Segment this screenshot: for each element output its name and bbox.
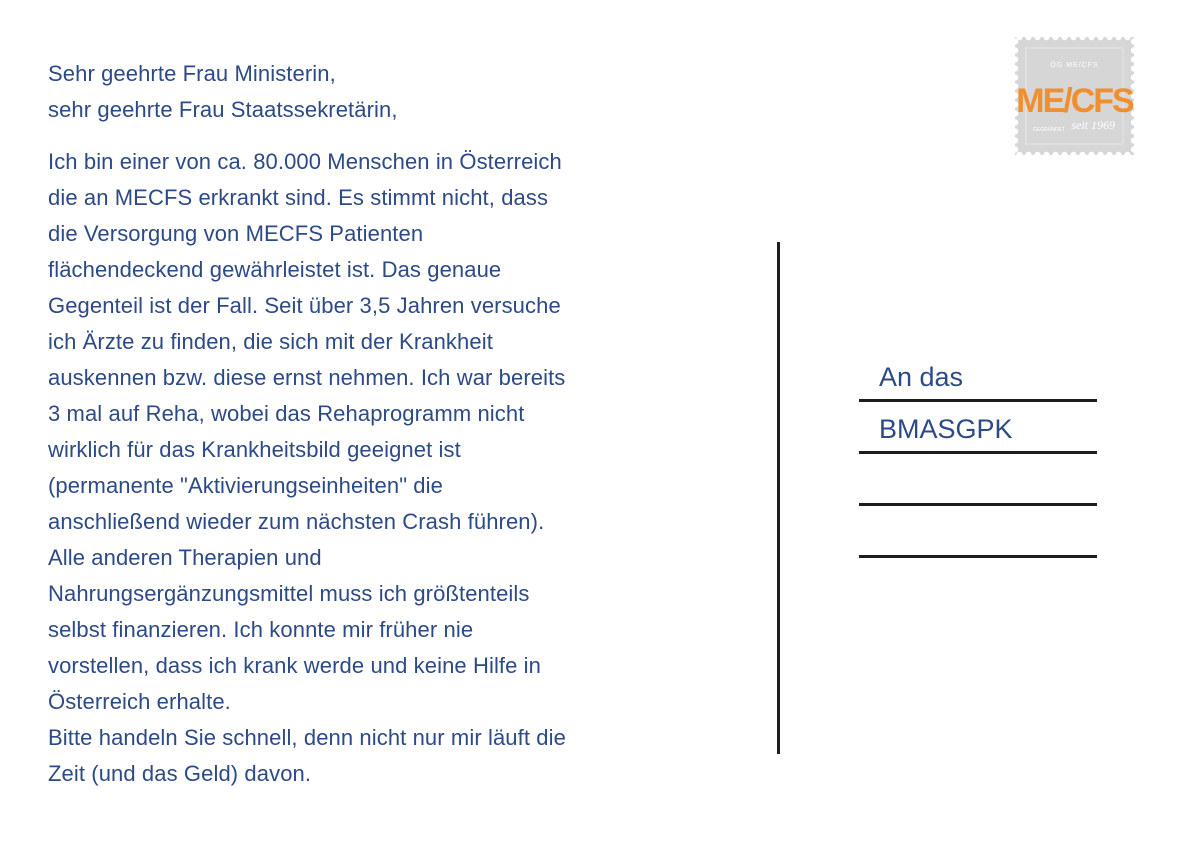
address-line bbox=[859, 506, 1097, 558]
body-line: vorstellen, dass ich krank werde und keine Hilfe in bbox=[48, 653, 542, 678]
stamp-top-text: ÖG ME/CFS bbox=[1050, 62, 1099, 69]
body-line: Österreich erhalte. bbox=[48, 689, 231, 714]
address-line bbox=[859, 454, 1097, 506]
body-line: 3 mal auf Reha, wobei das Rehaprogramm nicht bbox=[48, 401, 525, 426]
address-block bbox=[859, 350, 1097, 558]
body-line: wirklich für das Krankheitsbild geeignet ist bbox=[48, 437, 461, 462]
body-line: Nahrungsergänzungsmittel muss ich größtenteils bbox=[48, 581, 530, 606]
body-line: die Versorgung von MECFS Patienten bbox=[48, 221, 424, 246]
body-line: Zeit (und das Geld) davon. bbox=[48, 761, 312, 786]
body-line: ich Ärzte zu finden, die sich mit der Krankheit bbox=[48, 329, 493, 354]
postcard-divider bbox=[777, 242, 780, 754]
stamp-main-text: ME/CFS bbox=[1016, 82, 1133, 120]
body-line: selbst finanzieren. Ich konnte mir früher nie bbox=[48, 617, 474, 642]
body-line: (permanente "Aktivierungseinheiten" die bbox=[48, 473, 443, 498]
body-line: die an MECFS erkrankt sind. Es stimmt nicht, dass bbox=[48, 185, 549, 210]
body-line: auskennen bzw. diese ernst nehmen. Ich war bereits bbox=[48, 365, 566, 390]
letter-text bbox=[48, 56, 748, 792]
stamp-sub-left: GEGRÜNDET bbox=[1033, 127, 1065, 133]
salutation-line: Sehr geehrte Frau Ministerin, bbox=[48, 61, 336, 86]
paragraph-gap bbox=[48, 128, 748, 144]
address-line bbox=[859, 350, 1097, 402]
salutation-line: sehr geehrte Frau Staatssekretärin, bbox=[48, 97, 398, 122]
address-line-text: BMASGPK bbox=[879, 414, 1013, 444]
address-line bbox=[859, 402, 1097, 454]
stamp-sub-right: seit 1969 bbox=[1071, 118, 1115, 132]
body-line: anschließend wieder zum nächsten Crash führen). bbox=[48, 509, 545, 534]
stamp-graphic bbox=[1015, 37, 1134, 155]
postage-stamp bbox=[1015, 37, 1134, 155]
address-line-text: An das bbox=[879, 362, 964, 392]
body-line: Alle anderen Therapien und bbox=[48, 545, 322, 570]
body-line: Gegenteil ist der Fall. Seit über 3,5 Jahren versuche bbox=[48, 293, 561, 318]
body-line: Bitte handeln Sie schnell, denn nicht nur mir läuft die bbox=[48, 725, 566, 750]
body-line: flächendeckend gewährleistet ist. Das genaue bbox=[48, 257, 502, 282]
body-line: Ich bin einer von ca. 80.000 Menschen in Österreich bbox=[48, 149, 562, 174]
